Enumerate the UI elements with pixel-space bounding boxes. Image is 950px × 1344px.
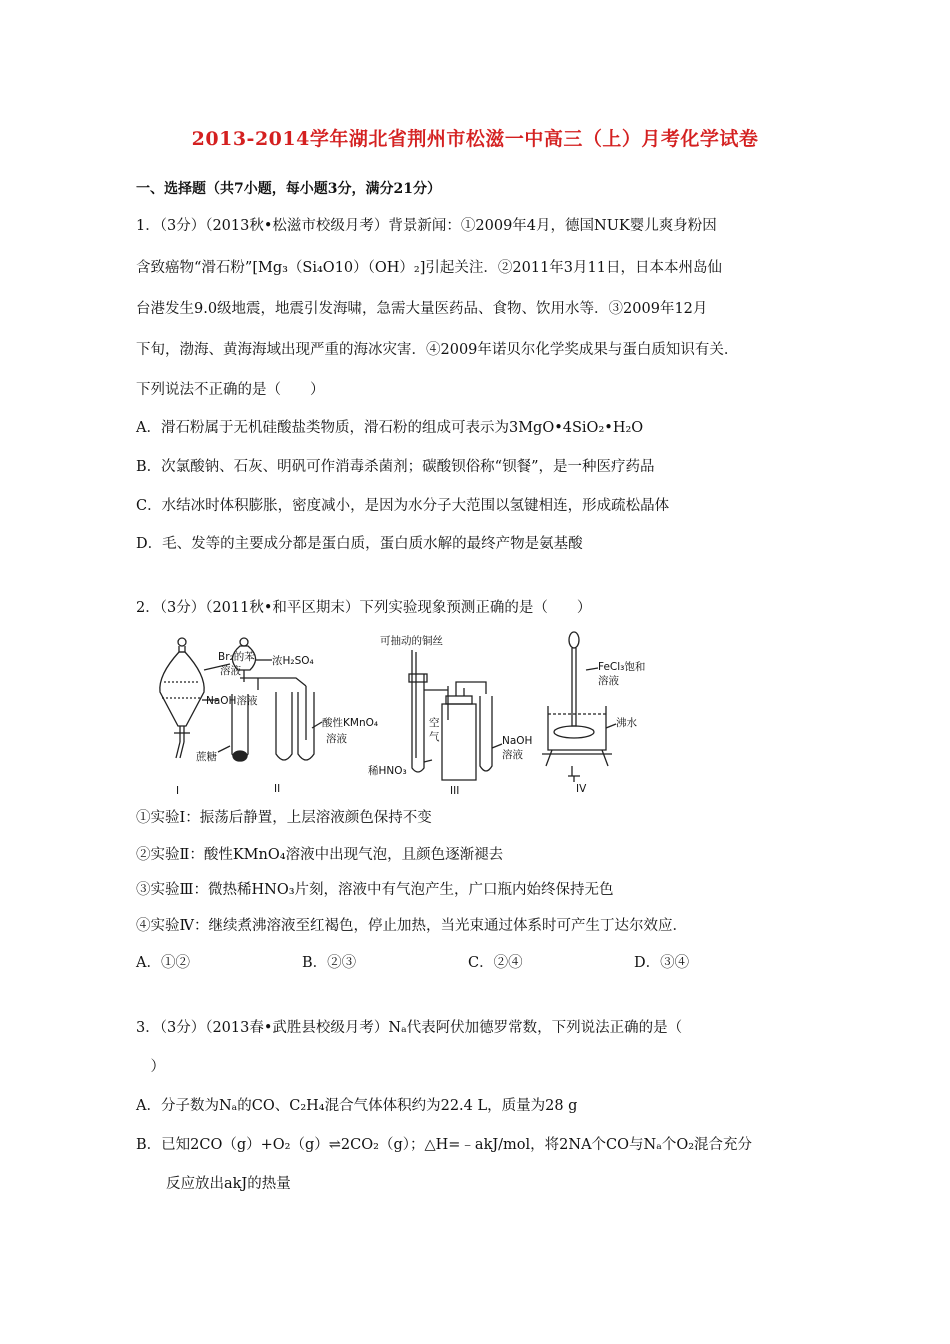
q3-option-a: A．分子数为Nₐ的CO、C₂H₄混合气体体积约为22.4 L，质量为28 g [136, 1098, 578, 1114]
q3-option-b: B．已知2CO（g）+O₂（g）⇌2CO₂（g）；△H=﹣akJ/mol，将2NA个CO与Nₐ个O₂混合充分 [136, 1137, 753, 1153]
label-sugar: 蔗糖 [196, 751, 217, 763]
q3-line-2: ） [136, 1059, 165, 1075]
label-br2b: 溶液 [220, 665, 241, 677]
q1-line-2: 含致癌物“滑石粉”[Mg₃（Si₄O10）（OH）₂]引起关注．②2011年3月11日，日本本州岛仙 [136, 260, 722, 276]
q1-option-d: D．毛、发等的主要成分都是蛋白质，蛋白质水解的最终产物是氨基酸 [136, 536, 583, 552]
q2-statement-4: ④实验Ⅳ：继续煮沸溶液至红褐色，停止加热，当光束通过体系时可产生丁达尔效应． [136, 918, 687, 934]
label-naoh1: NaOH溶液 [206, 695, 258, 707]
label-naoh2b: 溶液 [502, 749, 523, 761]
q1-option-a: A．滑石粉属于无机硅酸盐类物质，滑石粉的组成可表示为3MgO•4SiO₂•H₂O [136, 420, 644, 436]
q2-statement-3: ③实验Ⅲ：微热稀HNO₃片刻，溶液中有气泡产生，广口瓶内始终保持无色 [136, 882, 614, 898]
label-kmno4b: 溶液 [326, 733, 347, 745]
label-iii: III [450, 785, 460, 797]
experiment-apparatus-figure [146, 630, 666, 800]
apparatus-iii-bottles [409, 650, 502, 780]
q2-option-a: A．①② [136, 955, 190, 971]
q1-line-4: 下旬，渤海、黄海海域出现严重的海冰灾害．④2009年诺贝尔化学奖成果与蛋白质知识有关． [136, 342, 739, 358]
q2-stem: 2．（3分）（2011秋•和平区期末）下列实验现象预测正确的是（ ） [136, 600, 592, 616]
label-wire: 可抽动的铜丝 [380, 635, 443, 647]
q2-option-d: D．③④ [634, 955, 690, 971]
q2-option-b: B．②③ [302, 955, 357, 971]
label-iv: IV [576, 783, 587, 795]
q3-line-1: 3．（3分）（2013春•武胜县校级月考）Nₐ代表阿伏加德罗常数，下列说法正确的是（ [136, 1020, 683, 1036]
label-fecl3b: 溶液 [598, 675, 619, 687]
label-fecl3: FeCl₃饱和 [598, 661, 646, 673]
label-water: 沸水 [616, 717, 637, 729]
label-kmno4: 酸性KMnO₄ [322, 717, 379, 729]
q2-option-c: C．②④ [468, 955, 523, 971]
label-br2: Br₂的苯 [218, 651, 255, 663]
q1-option-c: C．水结冰时体积膨胀，密度减小，是因为水分子大范围以氢键相连，形成疏松晶体 [136, 498, 670, 514]
q1-line-1: 1．（3分）（2013秋•松滋市校级月考）背景新闻：①2009年4月，德国NUK婴儿爽身粉因 [136, 218, 717, 234]
label-air2: 气 [429, 731, 440, 743]
label-h2so4: 浓H₂SO₄ [272, 655, 314, 667]
q3-option-b-cont: 反应放出akJ的热量 [166, 1176, 291, 1192]
label-ii: II [274, 783, 281, 795]
q2-statement-2: ②实验Ⅱ：酸性KMnO₄溶液中出现气泡，且颜色逐渐褪去 [136, 847, 504, 863]
label-i: I [176, 785, 180, 797]
section-heading: 一、选择题（共7小题，每小题3分，满分21分） [136, 181, 441, 197]
q1-line-5: 下列说法不正确的是（ ） [136, 382, 325, 398]
label-hno3: 稀HNO₃ [368, 765, 407, 777]
q2-options [136, 951, 836, 972]
q2-statement-1: ①实验Ⅰ：振荡后静置，上层溶液颜色保持不变 [136, 810, 432, 826]
exam-title: 2013-2014学年湖北省荆州市松滋一中高三（上）月考化学试卷 [191, 128, 759, 150]
q1-line-3: 台港发生9.0级地震，地震引发海啸，急需大量医药品、食物、饮用水等．③2009年12月 [136, 301, 708, 317]
label-naoh2: NaOH [502, 735, 533, 747]
apparatus-iv-beaker [542, 632, 616, 782]
label-air: 空 [429, 717, 440, 729]
q1-option-b: B．次氯酸钠、石灰、明矾可作消毒杀菌剂；碳酸钡俗称“钡餐”，是一种医疗药品 [136, 459, 655, 475]
